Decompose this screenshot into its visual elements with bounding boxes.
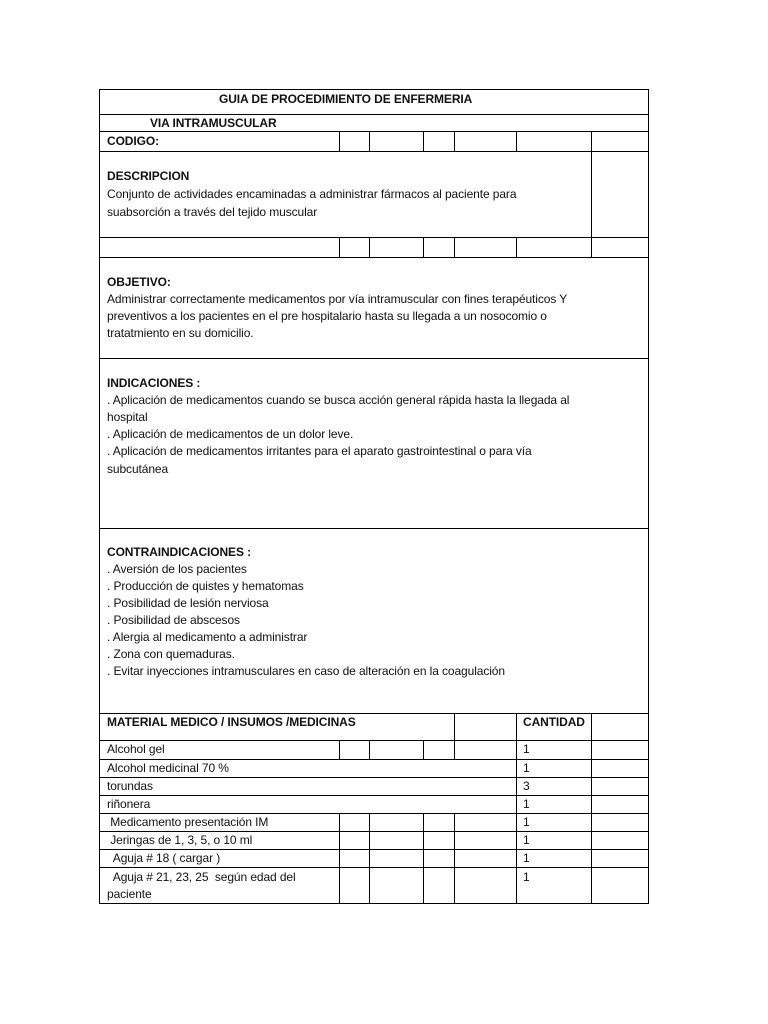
cell-divider xyxy=(369,813,370,903)
cell-divider xyxy=(369,740,370,759)
descripcion-heading: DESCRIPCION xyxy=(107,169,190,183)
contraindicaciones-text-line: . Posibilidad de lesión nerviosa xyxy=(107,596,269,610)
indicaciones-text-line: . Aplicación de medicamentos irritantes para el aparato gastrointestinal o para vía xyxy=(107,444,532,458)
row-divider xyxy=(99,237,649,238)
objetivo-text-line: Administrar correctamente medicamentos por vía intramuscular con fines terapéuticos Y xyxy=(107,292,568,306)
material-qty: 1 xyxy=(523,870,530,884)
material-qty: 1 xyxy=(523,815,530,829)
material-qty: 3 xyxy=(523,779,530,793)
row-divider xyxy=(99,358,649,359)
cell-divider xyxy=(454,131,455,151)
objetivo-text-line: tratatmiento en su domicilio. xyxy=(107,326,254,340)
material-qty: 1 xyxy=(523,742,530,756)
row-divider xyxy=(99,740,649,741)
material-header-label: MATERIAL MEDICO / INSUMOS /MEDICINAS xyxy=(107,715,356,729)
table-border-left xyxy=(99,89,100,904)
cell-divider xyxy=(423,740,424,759)
cell-divider xyxy=(339,813,340,903)
cell-divider xyxy=(339,740,340,759)
material-qty: 1 xyxy=(523,761,530,775)
indicaciones-text-line: . Aplicación de medicamentos de un dolor leve. xyxy=(107,427,354,441)
cell-divider xyxy=(591,131,592,151)
cell-divider xyxy=(454,237,455,257)
material-item: Jeringas de 1, 3, 5, o 10 ml xyxy=(107,833,253,847)
contraindicaciones-text-line: . Alergia al medicamento a administrar xyxy=(107,630,308,644)
table-border-bottom xyxy=(99,903,649,904)
indicaciones-text-line: . Aplicación de medicamentos cuando se busca acción general rápida hasta la llegada al xyxy=(107,393,570,407)
material-item: Aguja # 21, 23, 25 según edad del xyxy=(107,870,296,884)
cell-divider xyxy=(454,713,455,740)
cell-divider xyxy=(369,237,370,257)
material-item: riñonera xyxy=(107,797,151,811)
codigo-label: CODIGO: xyxy=(107,134,159,148)
document-title: GUIA DE PROCEDIMIENTO DE ENFERMERIA xyxy=(219,92,473,106)
material-item: Alcohol gel xyxy=(107,742,165,756)
procedure-subtitle: VIA INTRAMUSCULAR xyxy=(150,116,277,130)
material-item: Medicamento presentación IM xyxy=(107,815,269,829)
cell-divider xyxy=(516,237,517,257)
contraindicaciones-text-line: . Posibilidad de abscesos xyxy=(107,613,240,627)
contraindicaciones-heading: CONTRAINDICACIONES : xyxy=(107,545,251,559)
table-border-right xyxy=(648,89,649,904)
table-border-top xyxy=(99,89,649,90)
cell-divider xyxy=(339,237,340,257)
material-item-continued: paciente xyxy=(107,887,152,901)
cell-divider xyxy=(339,131,340,151)
row-divider xyxy=(99,151,649,152)
indicaciones-heading: INDICACIONES : xyxy=(107,376,201,390)
material-qty: 1 xyxy=(523,833,530,847)
contraindicaciones-text-line: . Evitar inyecciones intramusculares en caso de alteración en la coagulación xyxy=(107,664,505,678)
cell-divider xyxy=(516,131,517,151)
cell-divider xyxy=(423,131,424,151)
contraindicaciones-text-line: . Zona con quemaduras. xyxy=(107,647,235,661)
material-item: Aguja # 18 ( cargar ) xyxy=(107,851,221,865)
descripcion-text-line: Conjunto de actividades encaminadas a administrar fármacos al paciente para xyxy=(107,187,517,201)
indicaciones-text-line: hospital xyxy=(107,410,148,424)
quantity-column-divider xyxy=(516,713,517,903)
contraindicaciones-text-line: . Aversión de los pacientes xyxy=(107,562,247,576)
cantidad-header-label: CANTIDAD xyxy=(523,715,585,729)
cell-divider xyxy=(591,237,592,257)
objetivo-heading: OBJETIVO: xyxy=(107,275,171,289)
row-divider xyxy=(99,795,649,796)
descripcion-text-line: suabsorción a través del tejido muscular xyxy=(107,205,318,219)
cell-divider xyxy=(454,740,455,759)
cell-divider xyxy=(591,151,592,237)
cell-divider xyxy=(369,131,370,151)
material-qty: 1 xyxy=(523,851,530,865)
indicaciones-text-line: subcutánea xyxy=(107,462,169,476)
row-divider xyxy=(99,257,649,258)
contraindicaciones-text-line: . Producción de quistes y hematomas xyxy=(107,579,304,593)
material-qty: 1 xyxy=(523,797,530,811)
material-item: Alcohol medicinal 70 % xyxy=(107,761,229,775)
row-divider xyxy=(99,528,649,529)
cell-divider xyxy=(423,813,424,903)
cell-divider xyxy=(454,813,455,903)
objetivo-text-line: preventivos a los pacientes en el pre hospitalario hasta su llegada a un nosocomio o xyxy=(107,309,547,323)
cell-divider xyxy=(591,713,592,903)
material-item: torundas xyxy=(107,779,153,793)
cell-divider xyxy=(423,237,424,257)
